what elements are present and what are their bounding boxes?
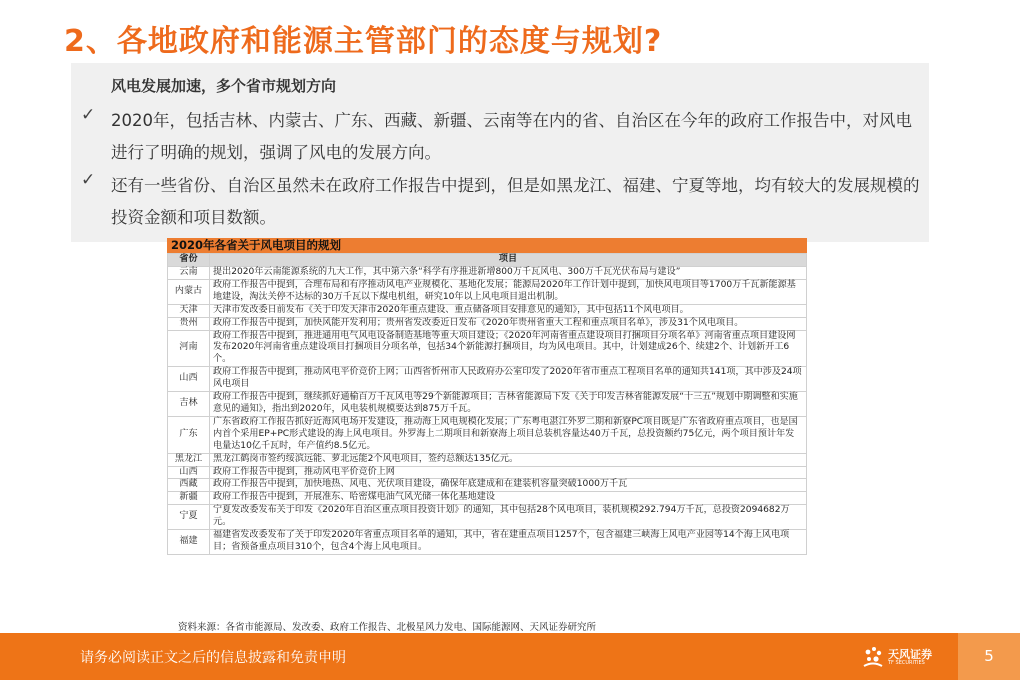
row-item: 天津市发改委日前发布《关于印发天津市2020年重点建设、重点储备项目安排意见的通知》，其中包括11个风电项目。 [210,304,807,317]
row-province: 宁夏 [168,505,210,530]
table-row [168,279,807,304]
summary-heading: 风电发展加速，多个省市规划方向 [111,77,337,95]
logo-english: TF SECURITIES [888,660,925,666]
table-row [168,304,807,317]
row-province: 天津 [168,304,210,317]
logo-name: 天风证券 [888,648,932,661]
footer-bar [0,633,1020,680]
bullet-text: 2020年，包括吉林、内蒙古、广东、西藏、新疆、云南等在内的省、自治区在今年的政府工作报告中，对风电进行了明确的规划，强调了风电的发展方向。 [111,111,912,162]
check-icon: ✓ [81,170,96,190]
summary-box [71,63,929,242]
row-province: 云南 [168,267,210,280]
table-row [168,317,807,330]
slide-title: 2、各地政府和能源主管部门的态度与规划? [64,24,663,59]
row-item: 政府工作报告中提到，推动风电平价竞价上网；山西省忻州市人民政府办公室印发了2020年省市重点工程项目名单的通知共141项，其中涉及24项风电项目 [210,367,807,392]
bullet-text: 还有一些省份、自治区虽然未在政府工作报告中提到，但是如黑龙江、福建、宁夏等地，均有较大的发展规模的投资金额和项目数额。 [111,176,920,227]
table-row [168,416,807,453]
table-header-row [168,254,807,267]
table-title: 2020年各省关于风电项目的规划 [167,238,807,253]
row-item: 政府工作报告中提到，加快地热、风电、光伏项目建设，确保年底建成和在建装机容量突破1000万千瓦 [210,479,807,492]
header-province: 省份 [168,254,210,267]
row-province: 西藏 [168,479,210,492]
row-province: 新疆 [168,492,210,505]
table-row [168,505,807,530]
page-number: 5 [984,647,994,665]
row-province: 黑龙江 [168,453,210,466]
row-item: 黑龙江鹤岗市签约绥滨远能、萝北远能2个风电项目，签约总额达135亿元。 [210,453,807,466]
company-logo [860,644,960,670]
table-row [168,453,807,466]
row-province: 内蒙古 [168,279,210,304]
page-number-box [958,633,1020,680]
table-row [168,492,807,505]
row-province: 河南 [168,330,210,367]
row-item: 政府工作报告中提到，开展准东、哈密煤电油气风光储一体化基地建设 [210,492,807,505]
tf-logo-icon [860,644,886,670]
row-province: 吉林 [168,392,210,417]
row-item: 福建省发改委发布了关于印发2020年省重点项目名单的通知，其中，省在建重点项目1257个，包含福建三峡海上风电产业园等14个海上风电项目；省预备重点项目310个，包含4个海上风电项目。 [210,530,807,555]
row-item: 政府工作报告中提到，推进通用电气风电设备制造基地等重大项目建设；《2020年河南省重点建设项目打捆项目分项名单》河南省重点项目建设网发布2020年河南省重点建设项目打捆项目分项名单，包括34个新能源打捆项目，均为风电项目。其中，计划建成26个、续建2个、计划新开工6个。 [210,330,807,367]
row-item: 政府工作报告中提到，继续抓好通榆百万千瓦风电等29个新能源项目；吉林省能源局下发《关于印发吉林省能源发展“十三五”规划中期调整和实施意见的通知》，指出到2020年，风电装机规模要达到875万千瓦。 [210,392,807,417]
row-item: 宁夏发改委发布关于印发《2020年自治区重点项目投资计划》的通知，其中包括28个风电项目，装机规模292.794万千瓦，总投资2094682万元。 [210,505,807,530]
table-row [168,479,807,492]
plan-table [167,253,807,555]
table-row [168,466,807,479]
row-item: 广东省政府工作报告抓好近海风电场开发建设，推动海上风电规模化发展；广东粤电湛江外罗二期和新寮PC项目既是广东省政府重点项目，也是国内首个采用EP+PC形式建设的海上风电项目。外罗海上二期项目和新寮海上项目总装机容量达40万千瓦，总投资额约75亿元，两个项目预计年发电量达10亿千瓦时，年产值约8.5亿元。 [210,416,807,453]
row-province: 山西 [168,367,210,392]
table-row [168,530,807,555]
row-item: 政府工作报告中提到，加快风能开发利用；贵州省发改委近日发布《2020年贵州省重大工程和重点项目名单》，涉及31个风电项目。 [210,317,807,330]
row-province: 贵州 [168,317,210,330]
header-item: 项目 [210,254,807,267]
table-row [168,267,807,280]
table-body [168,267,807,555]
row-province: 广东 [168,416,210,453]
wind-plan-table [167,238,807,555]
row-province: 福建 [168,530,210,555]
source-note: 资料来源：各省市能源局、发改委、政府工作报告、北极星风力发电、国际能源网、天风证券研究所 [178,622,597,633]
row-item: 政府工作报告中提到，推动风电平价竞价上网 [210,466,807,479]
row-province: 山西 [168,466,210,479]
row-item: 提出2020年云南能源系统的九大工作，其中第六条“科学有序推进新增800万千瓦风电、300万千瓦光伏布局与建设” [210,267,807,280]
check-icon: ✓ [81,105,96,125]
table-row [168,367,807,392]
disclaimer-link[interactable]: 请务必阅读正文之后的信息披露和免责申明 [80,650,346,666]
row-item: 政府工作报告中提到，合理布局和有序推动风电产业规模化、基地化发展；能源局2020年工作计划中提到，加快风电项目等1700万千瓦新能源基地建设，淘汰关停不达标的30万千瓦以下煤电机组，研究10年以上风电项目退出机制。 [210,279,807,304]
table-row [168,392,807,417]
table-row [168,330,807,367]
